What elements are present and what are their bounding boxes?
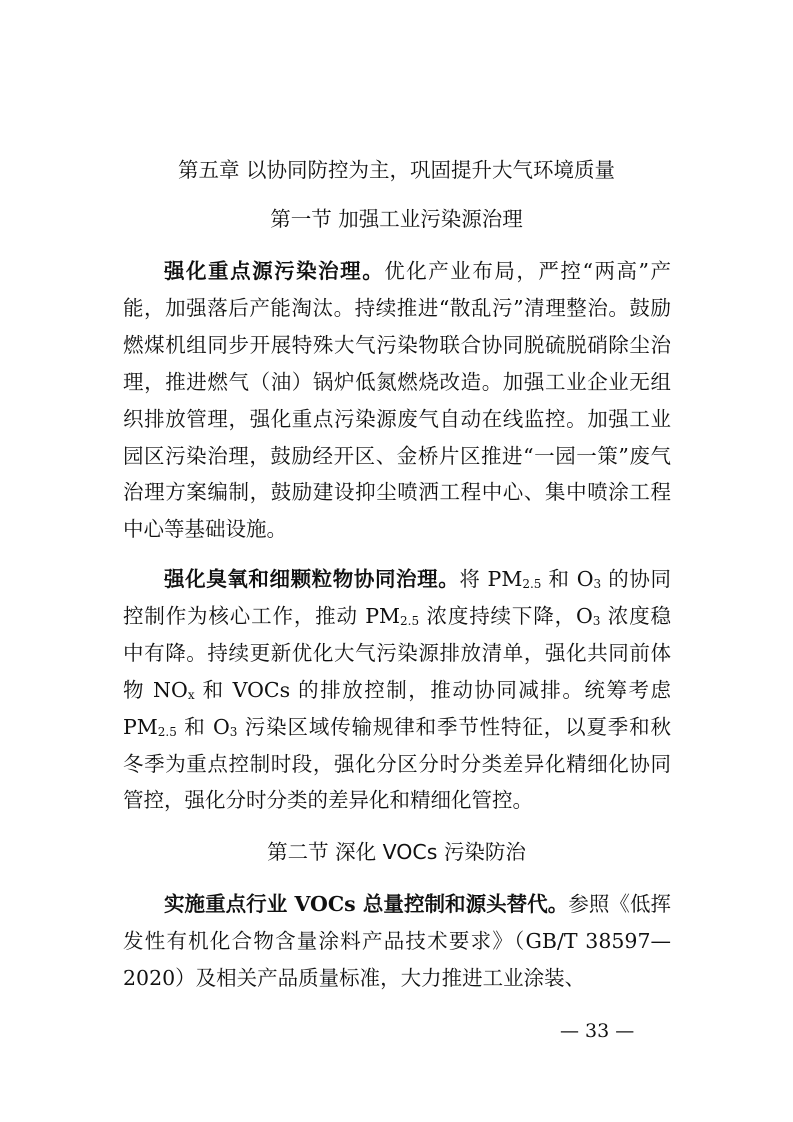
section-2-title: 第二节 深化 VOCs 污染防治 xyxy=(267,840,526,864)
paragraph-lead: 强化臭氧和细颗粒物协同治理。 xyxy=(164,567,460,591)
paragraph-body: 优化产业布局，严控“两高”产能，加强落后产能淘汰。持续推进“散乱污”清理整治。鼓励燃煤机组同步开展特殊大气污染物联合协同脱硫脱硝除尘治理，推进燃气（油）锅炉低氮燃烧改造。加强工业企业无组织排放管理，强化重点污染源废气自动在线监控。加强工业园区污染治理，鼓励经开区、金桥片区推进“一园一策”废气治理方案编制，鼓励建设抑尘喷洒工程中心、集中喷涂工程中心等基础设施。 xyxy=(123,259,671,542)
paragraph-text: 污染区域传输规律和季节性特征，以夏季和秋冬季为重点控制时段，强化分区分时分类差异化精细化协同管控，强化分时分类的差异化和精细化管控。 xyxy=(123,714,672,813)
paragraph-text: 和 O xyxy=(541,567,594,591)
paragraph-text: 浓度稳中有降。持续更新优化大气污染源排放清单，强化共同前体物 NO xyxy=(123,603,671,702)
section-1-paragraph-2 xyxy=(123,561,671,819)
paragraph-text: 浓度持续下降，O xyxy=(419,603,593,628)
paragraph-body: 参照《低挥发性有机化合物含量涂料产品技术要求》（GB/T 38597—2020）及相关产品质量标准，大力推进工业涂装、 xyxy=(123,892,671,990)
subscript: 2.5 xyxy=(522,577,542,591)
subscript: 3 xyxy=(229,724,238,739)
section-1-title: 第一节 加强工业污染源治理 xyxy=(270,207,523,231)
section-2-paragraph-1 xyxy=(123,886,671,997)
chapter-title: 第五章 以协同防控为主，巩固提升大气环境质量 xyxy=(177,158,615,182)
paragraph-lead: 实施重点行业 VOCs 总量控制和源头替代。 xyxy=(164,892,569,916)
page-number: — 33 — xyxy=(560,1020,635,1042)
subscript: x xyxy=(187,687,195,702)
paragraph-text: 将 PM xyxy=(459,567,523,591)
paragraph-text: 和 O xyxy=(176,714,230,739)
paragraph-text: 和 VOCs 的排放控制，推动协同减排。统筹考虑 PM xyxy=(123,677,671,739)
paragraph-text: 的协同控制作为核心工作，推动 PM xyxy=(123,567,671,628)
paragraph-lead: 强化重点源污染治理。 xyxy=(164,259,385,283)
subscript: 3 xyxy=(593,577,602,591)
subscript: 2.5 xyxy=(157,724,177,739)
subscript: 2.5 xyxy=(400,613,420,628)
section-1-paragraph-1 xyxy=(123,253,671,548)
subscript: 3 xyxy=(592,613,601,628)
